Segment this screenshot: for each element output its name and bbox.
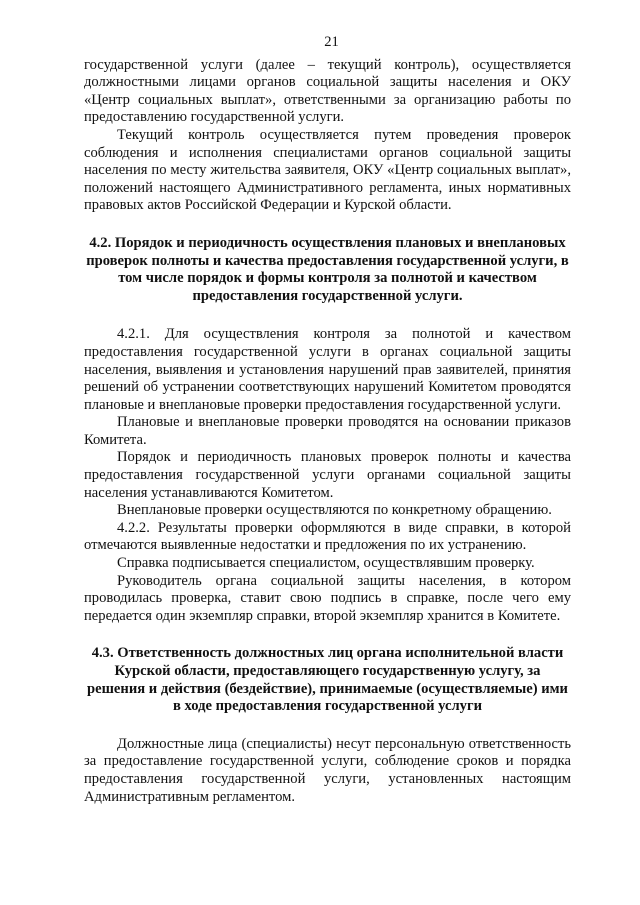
document-page [84, 34, 571, 806]
paragraph-inspection-periodicity: Порядок и периодичность плановых проверок полноты и качества предоставления государственной услуги органами социальной защиты населения устанавливаются Комитетом. [84, 449, 571, 501]
section-heading-4-3: 4.3. Ответственность должностных лиц органа исполнительной власти Курской области, предоставляющего государственную услугу, за решения и действия (бездействие), принимаемые (осуществляемые) ими в ходе предоставления государственной услуги [87, 645, 568, 715]
paragraph-4-2-2: 4.2.2. Результаты проверки оформляются в виде справки, в которой отмечаются выявленные недостатки и предложения по их устранению. [84, 519, 571, 554]
paragraph-4-2-1: 4.2.1. Для осуществления контроля за полнотой и качеством предоставления государственной услуги в органах социальной защиты населения, выявления и установления нарушений прав заявителей, принятия решений об устранении соответствующих нарушений Комитетом проводятся плановые и внеплановые проверки предоставления государственной услуги. [84, 326, 571, 413]
page-number: 21 [324, 34, 339, 50]
paragraph-officials-responsibility: Должностные лица (специалисты) несут персональную ответственность за предоставление государственной услуги, соблюдение сроков и порядка предоставления государственной услуги, установленных настоящим Административным регламентом. [84, 735, 571, 805]
paragraph-report-signing: Справка подписывается специалистом, осуществлявшим проверку. [117, 555, 535, 572]
paragraph-head-signature: Руководитель органа социальной защиты населения, в котором проводилась проверка, ставит свою подпись в справке, после чего ему передается один экземпляр справки, второй экземпляр хранится в Комитете. [84, 572, 571, 624]
paragraph-current-control-method: Текущий контроль осуществляется путем проведения проверок соблюдения и исполнения специалистами органов социальной защиты населения по месту жительства заявителя, ОКУ «Центр социальных выплат», положений настоящего Административного регламента, иных нормативных правовых актов Российской Федерации и Курской области. [84, 126, 571, 214]
paragraph-unscheduled-inspections: Внеплановые проверки осуществляются по конкретному обращению. [117, 502, 552, 519]
paragraph-inspection-basis: Плановые и внеплановые проверки проводятся на основании приказов Комитета. [84, 414, 571, 448]
section-heading-4-2: 4.2. Порядок и периодичность осуществления плановых и внеплановых проверок полноты и качества предоставления государственной услуги, в том числе порядок и формы контроля за полнотой и качеством предоставления государственной услуги. [86, 234, 569, 304]
paragraph-current-control-continued: государственной услуги (далее – текущий контроль), осуществляется должностными лицами органов социальной защиты населения и ОКУ «Центр социальных выплат», ответственными за организацию работы по предоставлению государственной услуги. [84, 56, 571, 126]
